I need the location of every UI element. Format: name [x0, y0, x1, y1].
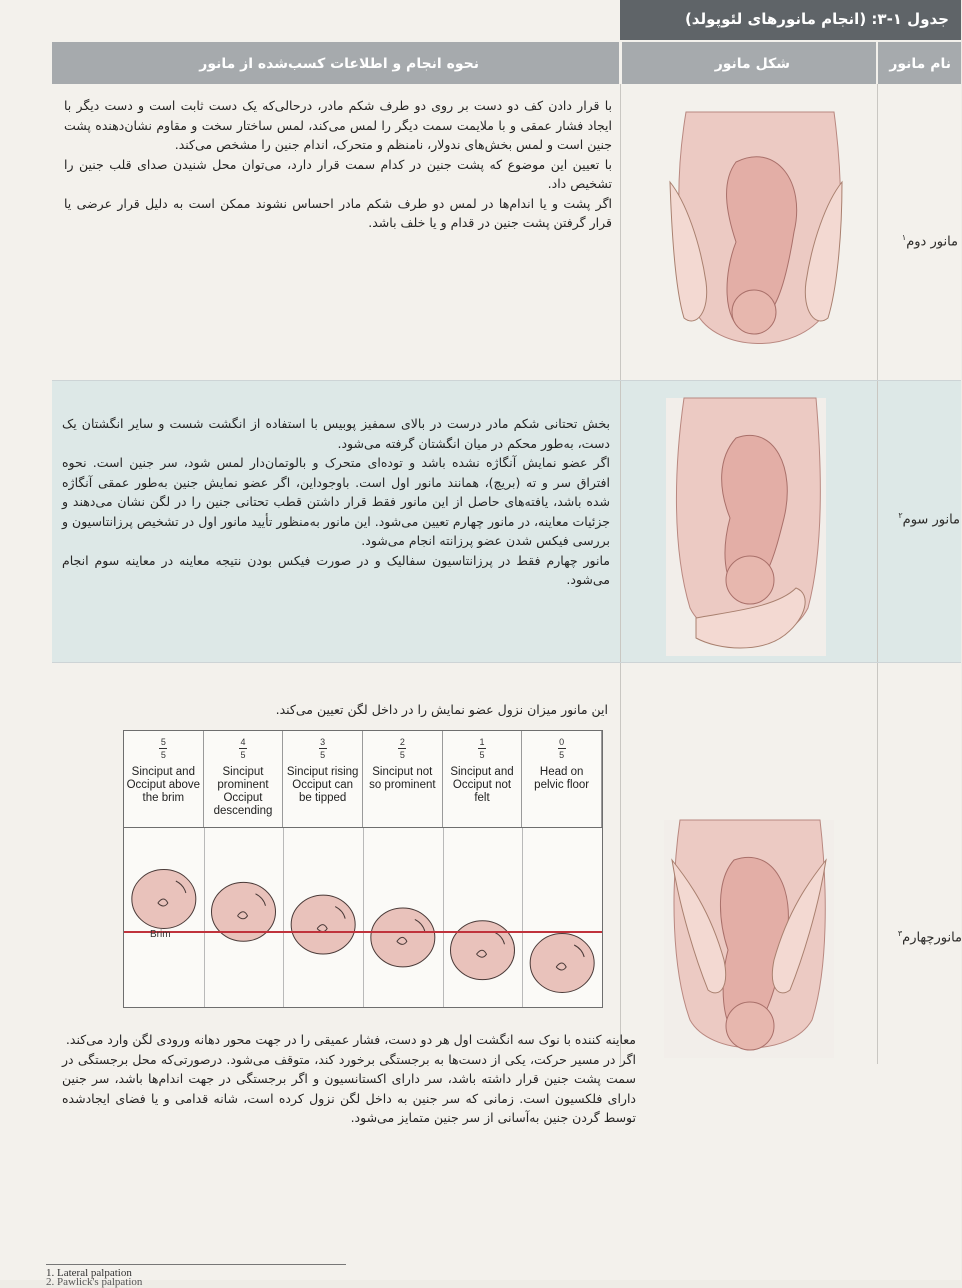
row-divider — [52, 662, 961, 663]
fraction-numerator: 0 — [559, 737, 565, 747]
descent-stage-label: Sinciput and Occiput above the brim — [126, 766, 201, 804]
column-header-name: نام مانور — [878, 42, 961, 84]
descent-column-header — [443, 731, 523, 828]
fraction-denominator: 5 — [320, 750, 326, 760]
column-divider — [877, 84, 878, 1064]
fetal-head — [132, 870, 196, 929]
footnote-2: 2. Pawlick's palpation — [46, 1276, 143, 1288]
column-header-description: نحوه انجام و اطلاعات کسب‌شده از مانور — [52, 42, 619, 84]
fraction-bar — [159, 748, 167, 749]
paragraph: با تعیین این موضوع که پشت جنین در کدام سمت قرار دارد، می‌توان محل شنیدن صدای قلب جنین را تشخیص داد. — [64, 156, 612, 191]
footnote-1: 1. Lateral palpation — [46, 1264, 346, 1279]
fifths-fraction — [522, 737, 601, 760]
head-descent-fifths-table — [123, 730, 603, 1008]
fraction-numerator: 3 — [320, 737, 326, 747]
maneuver-description-third — [62, 414, 610, 590]
descent-stage-label: Sinciput not so prominent — [369, 766, 436, 791]
row-divider — [52, 380, 961, 381]
descent-column-header — [283, 731, 363, 828]
fraction-bar — [239, 748, 247, 749]
fetal-head — [451, 921, 515, 980]
fraction-bar — [478, 748, 486, 749]
maneuver-name-second: مانور دوم$^۱$ — [901, 233, 958, 250]
fraction-denominator: 5 — [160, 750, 166, 760]
paragraph: بخش تحتانی شکم مادر درست در بالای سمفیز پوبیس با استفاده از انگشت شست و سایر انگشتان یک دست، به‌طور محکم در میان انگشتان گرفته می‌شود. — [62, 416, 610, 451]
fraction-denominator: 5 — [559, 750, 565, 760]
fraction-numerator: 4 — [240, 737, 246, 747]
fourth-maneuver-illustration — [664, 820, 834, 1058]
paragraph: اگر عضو نمایش آنگاژه نشده باشد و توده‌ای متحرک و بالوتمان‌دار لمس شود، سر جنین است. نحوه افتراق سر و ته (بریچ)، همانند مانور اول است. باوجوداین، اگر عضو نمایش جنین به‌طور عمقی آنگاژه شده باشد، یافته‌های حاصل از این مانور فقط قرار داشتن قطب تحتانی جنین را در لگن نشان می‌دهند و جزئیات معاینه، در مانور چهارم تعیین می‌شود. این مانور به‌منظور تأیید مانور اول در تشخیص پرزانتاسیون و بررسی فیکس شدن عضو پرزانته انجام می‌شود. — [62, 455, 610, 548]
maneuver-description-second — [64, 96, 612, 233]
descent-column-header — [124, 731, 204, 828]
descent-column-header — [522, 731, 602, 828]
paragraph: با قرار دادن کف دو دست بر روی دو طرف شکم مادر، درحالی‌که یک دست ثابت است و دست دیگر با ایجاد فشار عمقی و با ملایمت سمت دیگر را لمس می‌کند، لمس ساختار سخت و مقاوم نشان‌دهنده پشت جنین است و لمس بخش‌های ندولار، نامنظم و متحرک، اندام جنین را مشخص می‌کند. — [64, 98, 612, 152]
fifths-fraction — [363, 737, 442, 760]
descent-column-header — [204, 731, 284, 828]
pelvic-brim-line — [124, 931, 602, 933]
fraction-bar — [398, 748, 406, 749]
fifths-fraction — [204, 737, 283, 760]
maneuver-description-fourth — [62, 1030, 636, 1128]
fraction-numerator: 1 — [479, 737, 485, 747]
maneuver-intro-fourth: این مانور میزان نزول عضو نمایش را در داخل لگن تعیین می‌کند. — [275, 702, 608, 717]
third-maneuver-illustration — [666, 398, 826, 656]
fraction-bar — [319, 748, 327, 749]
fifths-fraction — [443, 737, 522, 760]
fraction-denominator: 5 — [479, 750, 485, 760]
fetal-head — [291, 895, 355, 954]
descent-stage-label: Sinciput rising Occiput can be tipped — [286, 766, 359, 804]
descent-stage-label: Sinciput and Occiput not felt — [450, 766, 514, 804]
paragraph: مانور چهارم فقط در پرزانتاسیون سفالیک و در صورت فیکس بودن نتیجه معاینه در معاینه سوم انجام می‌شود. — [62, 552, 610, 587]
descent-stage-label: Head on pelvic floor — [534, 766, 590, 791]
fraction-bar — [558, 748, 566, 749]
maneuver-name-fourth: مانورچهارم$^۳$ — [897, 929, 962, 946]
brim-label: Brim — [150, 929, 171, 940]
fifths-fraction — [124, 737, 203, 760]
fraction-numerator: 2 — [399, 737, 405, 747]
fetal-head — [371, 908, 435, 967]
fraction-denominator: 5 — [240, 750, 246, 760]
fraction-denominator: 5 — [399, 750, 405, 760]
column-divider — [620, 84, 621, 1064]
column-header-shape: شکل مانور — [622, 42, 876, 84]
second-maneuver-illustration — [666, 112, 848, 356]
paragraph: معاینه کننده با نوک سه انگشت اول هر دو دست، فشار عمیقی را در جهت محور دهانه ورودی لگن وارد می‌کند. — [65, 1032, 636, 1047]
paragraph: اگر پشت و یا اندام‌ها در لمس دو طرف شکم مادر احساس نشوند ممکن است به دلیل قرار عرضی یا قرار گرفتن پشت جنین در قدام و یا خلف باشد. — [64, 195, 612, 230]
fetal-head — [530, 934, 594, 993]
maneuver-name-third: مانور سوم$^۲$ — [898, 511, 960, 528]
paragraph: اگر در مسیر حرکت، یکی از دست‌ها به برجستگی برخورد کند، متوقف می‌شود. درصورتی‌که محل برجستگی در سمت پشت جنین قرار داشته باشد، سر دارای اکستانسیون و اگر برجستگی در جهت اندام‌ها باشد، سر جنین دارای فلکسیون است. زمانی که سر جنین به داخل لگن نزول کرده است، شانه قدامی و یا فضای ایجادشده توسط گردن جنین به‌آسانی از سر جنین متمایز می‌شود. — [62, 1051, 636, 1125]
fraction-numerator: 5 — [160, 737, 166, 747]
descent-column-header — [363, 731, 443, 828]
descent-stage-label: Sinciput prominent Occiput descending — [213, 766, 273, 817]
table-title: جدول ۱-۳: (انجام مانورهای لئوپولد) — [620, 0, 961, 40]
fifths-fraction — [283, 737, 362, 760]
fetal-head-drawings — [124, 828, 602, 1007]
